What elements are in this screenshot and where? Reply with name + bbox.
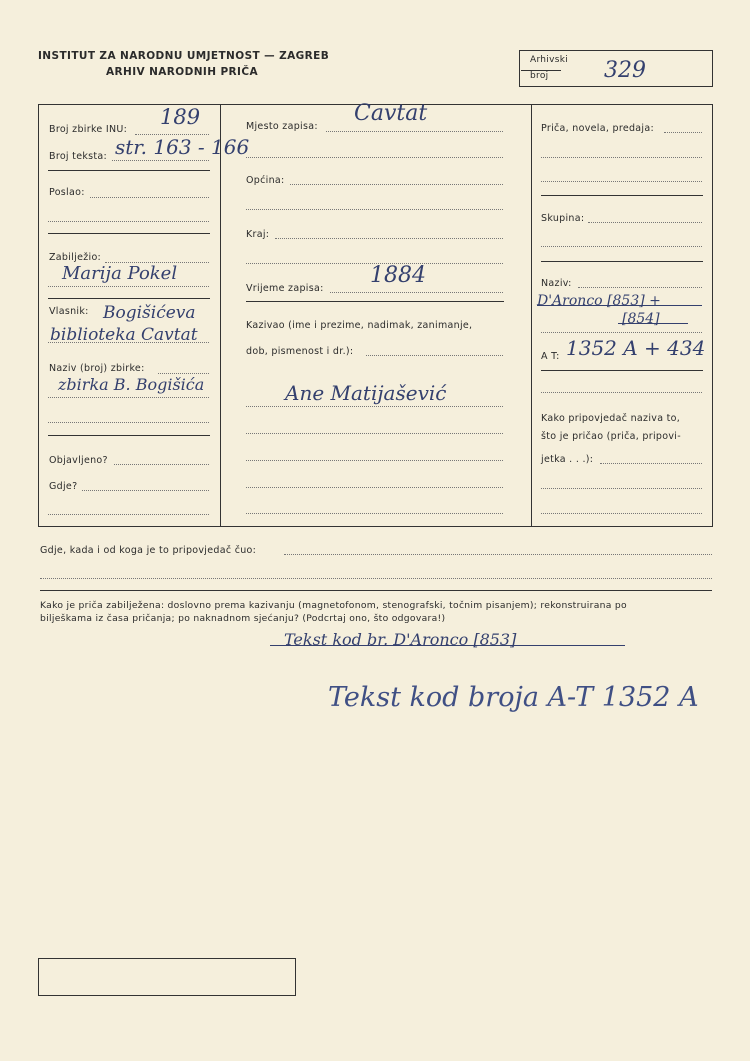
recorded-by-value: Marija Pokel xyxy=(62,263,178,284)
text-number-value: str. 163 - 166 xyxy=(115,135,250,159)
archive-number-label-2: broj xyxy=(530,71,549,81)
archive-number-label: Arhivski xyxy=(530,55,569,65)
collection-name-value: zbirka B. Bogišića xyxy=(58,375,205,394)
owner-value-line-1: Bogišićeva xyxy=(103,303,196,323)
heard-from-label: Gdje, kada i od koga je to pripovjedač čuo: xyxy=(40,545,257,556)
genre-label: Priča, novela, predaja: xyxy=(541,123,654,134)
place-value: Cavtat xyxy=(354,101,428,126)
owner-value-line-2: biblioteka Cavtat xyxy=(50,325,198,345)
at-value: 1352 A + 434 xyxy=(566,336,706,360)
region-label: Kraj: xyxy=(246,229,270,240)
title-label: Naziv: xyxy=(541,278,572,289)
how-recorded-label-2: bilješkama iz časa pričanja; po naknadnom sjećanju? (Podcrtaj ono, što odgovara!) xyxy=(40,613,446,624)
owner-label: Vlasnik: xyxy=(49,306,89,317)
narrator-naming-label-2: što je pričao (priča, pripovi- xyxy=(541,431,681,442)
how-recorded-label-1: Kako je priča zabilježena: doslovno prema kazivanju (magnetofonom, stenografski, točnim pisanjem); rekonstruirana po xyxy=(40,600,627,611)
bottom-stamp-box xyxy=(38,958,296,996)
collection-number-value: 189 xyxy=(160,105,201,129)
recording-time-value: 1884 xyxy=(370,263,426,288)
narrator-naming-label-3: jetka . . .): xyxy=(541,454,594,465)
municipality-label: Općina: xyxy=(246,175,285,186)
collection-name-label: Naziv (broj) zbirke: xyxy=(49,363,145,374)
narrator-label: Kazivao (ime i prezime, nadimak, zanimanje, xyxy=(246,320,473,331)
collection-number-label: Broj zbirke INU: xyxy=(49,124,128,135)
archive-title: ARHIV NARODNIH PRIČA xyxy=(106,66,258,78)
narrator-label-2: dob, pismenost i dr.): xyxy=(246,346,354,357)
institute-title: INSTITUT ZA NARODNU UMJETNOST — ZAGREB xyxy=(38,50,330,62)
where-label: Gdje? xyxy=(49,481,78,492)
sent-by-label: Poslao: xyxy=(49,187,85,198)
recorded-by-label: Zabilježio: xyxy=(49,252,102,263)
group-label: Skupina: xyxy=(541,213,585,224)
text-number-label: Broj teksta: xyxy=(49,151,108,162)
published-label: Objavljeno? xyxy=(49,455,108,466)
handwritten-note: Tekst kod broja A-T 1352 A xyxy=(328,682,699,713)
struck-note: Tekst kod br. D'Aronco [853] xyxy=(284,630,517,649)
archive-number-value: 329 xyxy=(604,58,646,83)
narrator-value: Ane Matijašević xyxy=(285,381,447,405)
narrator-naming-label: Kako pripovjedač naziva to, xyxy=(541,413,681,424)
title-value-line-2: [854] xyxy=(622,311,660,327)
title-value-line-1: D'Aronco [853] + xyxy=(537,293,661,309)
place-label: Mjesto zapisa: xyxy=(246,121,318,132)
recording-time-label: Vrijeme zapisa: xyxy=(246,283,324,294)
at-label: A T: xyxy=(541,351,560,362)
